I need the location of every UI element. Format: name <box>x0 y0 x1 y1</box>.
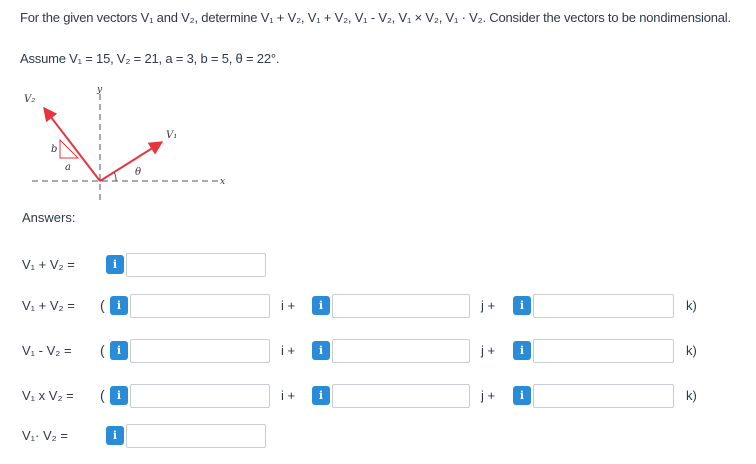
info-icon[interactable]: i <box>312 386 330 405</box>
label-y: y <box>97 85 103 95</box>
row-label: V₁ x V₂ = <box>22 388 74 403</box>
label-v2: V₂ <box>24 94 36 105</box>
info-icon[interactable]: i <box>110 386 128 405</box>
i-component-input[interactable] <box>130 339 270 363</box>
k-component-input[interactable] <box>533 384 674 408</box>
i-unit-label: i + <box>281 343 296 358</box>
info-icon[interactable]: i <box>106 426 124 445</box>
info-icon[interactable]: i <box>110 296 128 315</box>
j-unit-label: j + <box>481 298 496 313</box>
vector-diagram <box>22 84 242 202</box>
i-component-input[interactable] <box>130 384 270 408</box>
info-icon[interactable]: i <box>513 296 531 315</box>
label-b: b <box>51 144 58 155</box>
i-component-input[interactable] <box>130 294 270 318</box>
j-component-input[interactable] <box>332 339 470 363</box>
row-label: V₁ + V₂ = <box>22 298 75 313</box>
row-label: V₁ + V₂ = <box>22 257 75 272</box>
j-component-input[interactable] <box>332 384 470 408</box>
answers-heading: Answers: <box>22 210 76 225</box>
k-unit-label: k) <box>686 343 697 358</box>
info-icon[interactable]: i <box>513 341 531 360</box>
vector-v1 <box>100 142 162 181</box>
row-label: V₁ - V₂ = <box>22 343 72 358</box>
i-unit-label: i + <box>281 388 296 403</box>
label-a: a <box>65 162 71 173</box>
i-unit-label: i + <box>281 298 296 313</box>
info-icon[interactable]: i <box>513 386 531 405</box>
assumptions-text: Assume V₁ = 15, V₂ = 21, a = 3, b = 5, θ = 22°. <box>20 51 280 66</box>
j-component-input[interactable] <box>332 294 470 318</box>
info-icon[interactable]: i <box>312 296 330 315</box>
theta-arc <box>114 172 116 181</box>
j-unit-label: j + <box>481 343 496 358</box>
info-icon[interactable]: i <box>110 341 128 360</box>
label-theta: θ <box>135 167 142 178</box>
open-paren: ( <box>100 387 105 403</box>
question-text: For the given vectors V₁ and V₂, determine V₁ + V₂, V₁ + V₂, V₁ - V₂, V₁ × V₂, V₁ · V₂. Consider the vectors to be nondimensional. <box>20 10 731 25</box>
label-v1: V₁ <box>166 130 178 141</box>
j-unit-label: j + <box>481 388 496 403</box>
k-unit-label: k) <box>686 388 697 403</box>
k-component-input[interactable] <box>533 294 674 318</box>
label-x: x <box>220 177 226 187</box>
answer-input[interactable] <box>126 253 266 277</box>
open-paren: ( <box>100 342 105 358</box>
info-icon[interactable]: i <box>312 341 330 360</box>
k-unit-label: k) <box>686 298 697 313</box>
info-icon[interactable]: i <box>106 255 124 274</box>
answer-input[interactable] <box>126 424 266 448</box>
open-paren: ( <box>100 297 105 313</box>
k-component-input[interactable] <box>533 339 674 363</box>
row-label: V₁· V₂ = <box>22 428 68 443</box>
